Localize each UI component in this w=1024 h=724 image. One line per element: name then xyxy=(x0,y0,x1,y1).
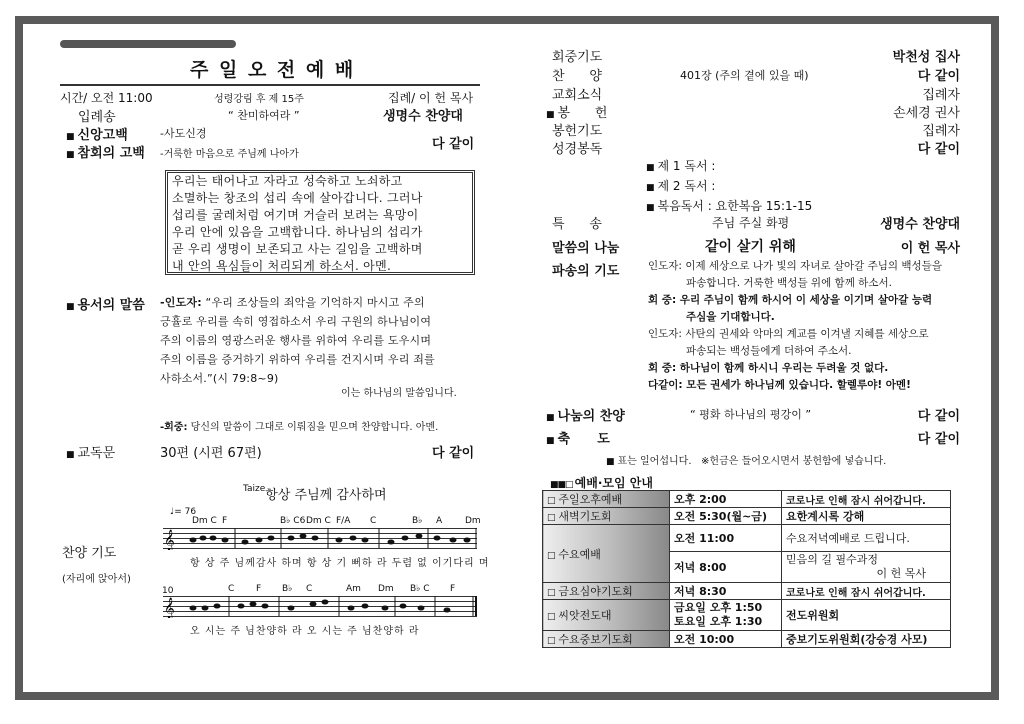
chord: Am xyxy=(346,584,361,594)
confession-line: 섭리를 굴레처럼 여기며 거슬러 보려는 욕망이 xyxy=(172,208,419,222)
standing-notice: ■ 표는 일어섭니다. ※헌금은 들어오시면서 봉헌함에 넣습니다. xyxy=(606,452,886,467)
order-row-by: 집례자 xyxy=(922,124,960,139)
blessing-label: ■ 축 도 xyxy=(546,428,610,447)
service-time: 시간/ 오전 11:00 xyxy=(60,91,153,105)
blessing-by: 다 같이 xyxy=(917,432,960,447)
title-underline xyxy=(60,84,480,86)
sending-line: 이제 세상으로 나가 빛의 자녀로 살아갈 주님의 백성들을 xyxy=(685,260,942,272)
hymn-label: 찬양 기도 xyxy=(62,546,117,561)
schedule-time: 오전 10:00 xyxy=(670,631,782,648)
schedule-note: 코로나로 인해 잠시 쉬어갑니다. xyxy=(782,491,951,508)
sermon-label: 말씀의 나눔 xyxy=(552,241,620,256)
schedule-name: □ 금요심야기도회 xyxy=(543,583,670,600)
opening-performer: 생명수 찬양대 xyxy=(383,109,463,124)
sending-line: 파송되는 백성들에게 더하여 주소서. xyxy=(686,345,852,357)
chord: Dm xyxy=(465,516,481,526)
order-row-label: 찬 양 xyxy=(552,69,602,84)
chord: B♭ xyxy=(282,584,293,594)
chord: A xyxy=(436,516,443,526)
music-staff-1 xyxy=(163,528,477,550)
chord: Dm xyxy=(378,584,394,594)
officiant: 집례/ 이 헌 목사 xyxy=(388,91,474,105)
schedule-note-cell xyxy=(782,552,951,583)
chord: F xyxy=(450,584,456,594)
schedule-name: □ 주일오후예배 xyxy=(543,491,670,508)
schedule-note-2: 이 헌 목사 xyxy=(876,567,926,580)
chord: C xyxy=(228,584,235,594)
hymn-measure-number: 10 xyxy=(162,586,174,596)
order-row-label: 봉헌기도 xyxy=(552,124,603,139)
hymn-title-block xyxy=(243,484,387,503)
schedule-note: 요한계시록 강해 xyxy=(782,508,951,525)
svg-text:𝄞: 𝄞 xyxy=(164,598,175,618)
schedule-title xyxy=(550,474,653,491)
chord: F xyxy=(256,584,262,594)
music-staff-2 xyxy=(163,596,477,618)
chord: B♭ C6 xyxy=(280,516,306,526)
table-row xyxy=(543,508,951,525)
schedule-note: 수요저녁예배로 드립니다. xyxy=(782,525,951,552)
forgiveness-text xyxy=(160,293,478,388)
leader-label: -인도자: xyxy=(160,296,202,309)
hymn-title: 항상 주님께 감사하며 xyxy=(265,488,387,503)
order-row-content: 401장 (주의 곁에 있을 때) xyxy=(680,69,809,82)
table-row xyxy=(543,631,951,648)
schedule-time: 오전 11:00 xyxy=(670,525,782,552)
sending-line: 하나님이 함께 하시니 우리는 두려울 것 없다. xyxy=(679,362,889,374)
opening-song: “ 찬미하여라 ” xyxy=(228,109,300,122)
sending-line: 주심을 기대합니다. xyxy=(686,311,775,323)
chord: C xyxy=(370,516,377,526)
schedule-time: 오전 5:30(월~금) xyxy=(670,508,782,525)
sermon-preacher: 이 헌 목사 xyxy=(900,241,960,256)
schedule-title-text: 예배·모임 안내 xyxy=(574,476,653,490)
confession-line: 우리는 태어나고 자라고 성숙하고 노쇠하고 xyxy=(172,174,403,188)
hymn-lyrics-1: 항 상 주 님께감사 하며 항 상 기 뻐하 라 두렴 없 이기다리 며 xyxy=(190,558,490,569)
congregation-label: -회중: xyxy=(160,422,188,433)
sending-line: 우리 주님이 함께 하시어 이 세상을 이기며 살아갈 능력 xyxy=(679,294,933,306)
schedule-name: □ 수요예배 xyxy=(543,525,670,583)
forgiveness-line: 주의 이름의 영광스러운 행사를 위하여 우리를 도우시며 xyxy=(160,334,432,347)
chord: Dm C xyxy=(192,516,217,526)
order-row-label: ■ 봉 헌 xyxy=(546,102,607,121)
schedule-time: 저녁 8:00 xyxy=(670,552,782,583)
order-row-label: 교회소식 xyxy=(552,88,603,103)
reading-2: ■ 제 2 독서 : xyxy=(646,177,812,197)
hymn-prefix: Taize xyxy=(243,484,266,494)
confession-by: 다 같이 xyxy=(432,137,475,152)
hymn-note: (자리에 앉아서) xyxy=(62,574,131,585)
forgiveness-label: ■ 용서의 말씀 xyxy=(66,294,145,313)
sending-prayer xyxy=(648,258,968,394)
praise-by: 다 같이 xyxy=(917,409,960,424)
schedule-time-2: 토요일 오후 1:30 xyxy=(674,615,763,628)
schedule-note: 전도위원회 xyxy=(782,600,951,631)
sending-speaker: 다같이: xyxy=(648,379,683,391)
sending-line: 사탄의 권세와 악마의 계교를 이겨낼 지혜를 세상으로 xyxy=(685,328,929,340)
schedule-time: 저녁 8:30 xyxy=(670,583,782,600)
forgiveness-line: 사하소서.”(시 79:8~9) xyxy=(160,372,279,385)
music-notes-1 xyxy=(163,526,477,550)
sending-speaker: 회 중: xyxy=(648,362,677,374)
confession-line: 소멸하는 창조의 섭리 속에 살아갑니다. 그러나 xyxy=(172,191,423,205)
sermon-title: 같이 살기 위해 xyxy=(705,239,796,255)
forgiveness-closing: 이는 하나님의 말씀입니다. xyxy=(341,388,457,399)
schedule-note: 믿음의 길 필수과정 xyxy=(786,553,879,566)
schedule-name: □ 수요중보기도회 xyxy=(543,631,670,648)
confession-line: 곧 우리 생명이 보존되고 사는 길임을 고백하며 xyxy=(172,242,423,256)
liturgical-season: 성령강림 후 제 15주 xyxy=(214,94,304,105)
table-row xyxy=(543,491,951,508)
sending-speaker: 인도자: xyxy=(648,260,682,272)
congregation-response xyxy=(160,418,438,433)
order-row-by: 다 같이 xyxy=(917,142,960,157)
hymn-tempo: ♩= 76 xyxy=(170,507,197,517)
schedule-note: 중보기도위원회(강승경 사모) xyxy=(782,631,951,648)
responsive-content: 30편 (시편 67편) xyxy=(160,446,262,461)
svg-text:𝄞: 𝄞 xyxy=(164,530,175,550)
sending-label: 파송의 기도 xyxy=(552,264,620,279)
chord: Dm C xyxy=(306,516,331,526)
special-label: 특 송 xyxy=(552,217,602,232)
sending-speaker: 회 중: xyxy=(648,294,677,306)
forgiveness-line: 주의 이름을 증거하기 위하여 우리를 건지시며 우리 죄를 xyxy=(160,353,435,366)
forgiveness-line: “우리 조상들의 죄악을 기억하지 마시고 주의 xyxy=(205,296,425,309)
sending-line: 모든 권세가 하나님께 있습니다. 할렐루야! 아멘! xyxy=(686,379,911,391)
schedule-note: 코로나로 인해 잠시 쉬어갑니다. xyxy=(782,583,951,600)
congregation-text: 당신의 말씀이 그대로 이뤄짐을 믿으며 찬양합니다. 아멘. xyxy=(190,422,439,433)
order-row-label: 회중기도 xyxy=(552,50,603,65)
chord: C xyxy=(306,584,313,594)
sending-speaker: 인도자: xyxy=(648,328,682,340)
chord: B♭ xyxy=(412,516,423,526)
responsive-label: ■ 교독문 xyxy=(66,442,115,461)
schedule-title-icon: ■■□ xyxy=(550,480,575,490)
order-row-label: 성경봉독 xyxy=(552,142,603,157)
schedule-time: 오후 2:00 xyxy=(670,491,782,508)
reading-gospel: ■ 복음독서 : 요한복음 15:1-15 xyxy=(646,197,812,217)
table-row xyxy=(543,600,951,631)
table-row xyxy=(543,583,951,600)
confession-label: ■ 참회의 고백 xyxy=(66,142,145,161)
chord: F/A xyxy=(336,516,351,526)
sending-line: 파송합니다. 거룩한 백성들 위에 함께 하소서. xyxy=(686,277,892,289)
schedule-table xyxy=(542,490,951,648)
creed-content: -사도신경 xyxy=(160,127,207,140)
schedule-name: □ 씨앗전도대 xyxy=(543,600,670,631)
chord: F xyxy=(222,516,228,526)
forgiveness-line: 긍휼로 우리를 속히 영접하소서 우리 구원의 하나님이여 xyxy=(160,315,432,328)
responsive-by: 다 같이 xyxy=(432,446,475,461)
title-bar xyxy=(60,40,236,48)
confession-line: 우리 안에 있음을 고백합니다. 하나님의 섭리가 xyxy=(172,225,423,239)
praise-label: ■ 나눔의 찬양 xyxy=(546,405,625,424)
order-row-by: 다 같이 xyxy=(917,69,960,84)
confession-prayer-box xyxy=(165,170,475,275)
creed-label: ■ 신앙고백 xyxy=(66,124,128,143)
reading-1: ■ 제 1 독서 : xyxy=(646,157,812,177)
scripture-readings xyxy=(646,157,812,217)
schedule-time: 금요일 오후 1:50 xyxy=(674,601,763,614)
special-by: 생명수 찬양대 xyxy=(880,217,960,232)
special-content: 주님 주실 화평 xyxy=(712,216,790,230)
order-row-by: 손세경 권사 xyxy=(893,106,960,121)
table-row xyxy=(543,525,951,552)
schedule-name: □ 새벽기도회 xyxy=(543,508,670,525)
praise-song: “ 평화 하나님의 평강이 ” xyxy=(690,408,812,421)
schedule-time-cell xyxy=(670,600,782,631)
opening-label: 입례송 xyxy=(78,110,116,125)
order-row-by: 집례자 xyxy=(922,88,960,103)
confession-instruction: -거룩한 마음으로 주님께 나아가 xyxy=(160,149,299,160)
confession-line: 내 안의 욕심들이 처리되게 하소서. 아멘. xyxy=(172,259,392,273)
hymn-lyrics-2: 오 시는 주 님찬양하 라 오 시는 주 님찬양하 라 xyxy=(190,626,420,637)
chord: B♭ C xyxy=(410,584,430,594)
order-row-by: 박천성 집사 xyxy=(892,50,960,65)
page-title: 주 일 오 전 예 배 xyxy=(190,59,356,81)
music-notes-2 xyxy=(163,594,477,618)
